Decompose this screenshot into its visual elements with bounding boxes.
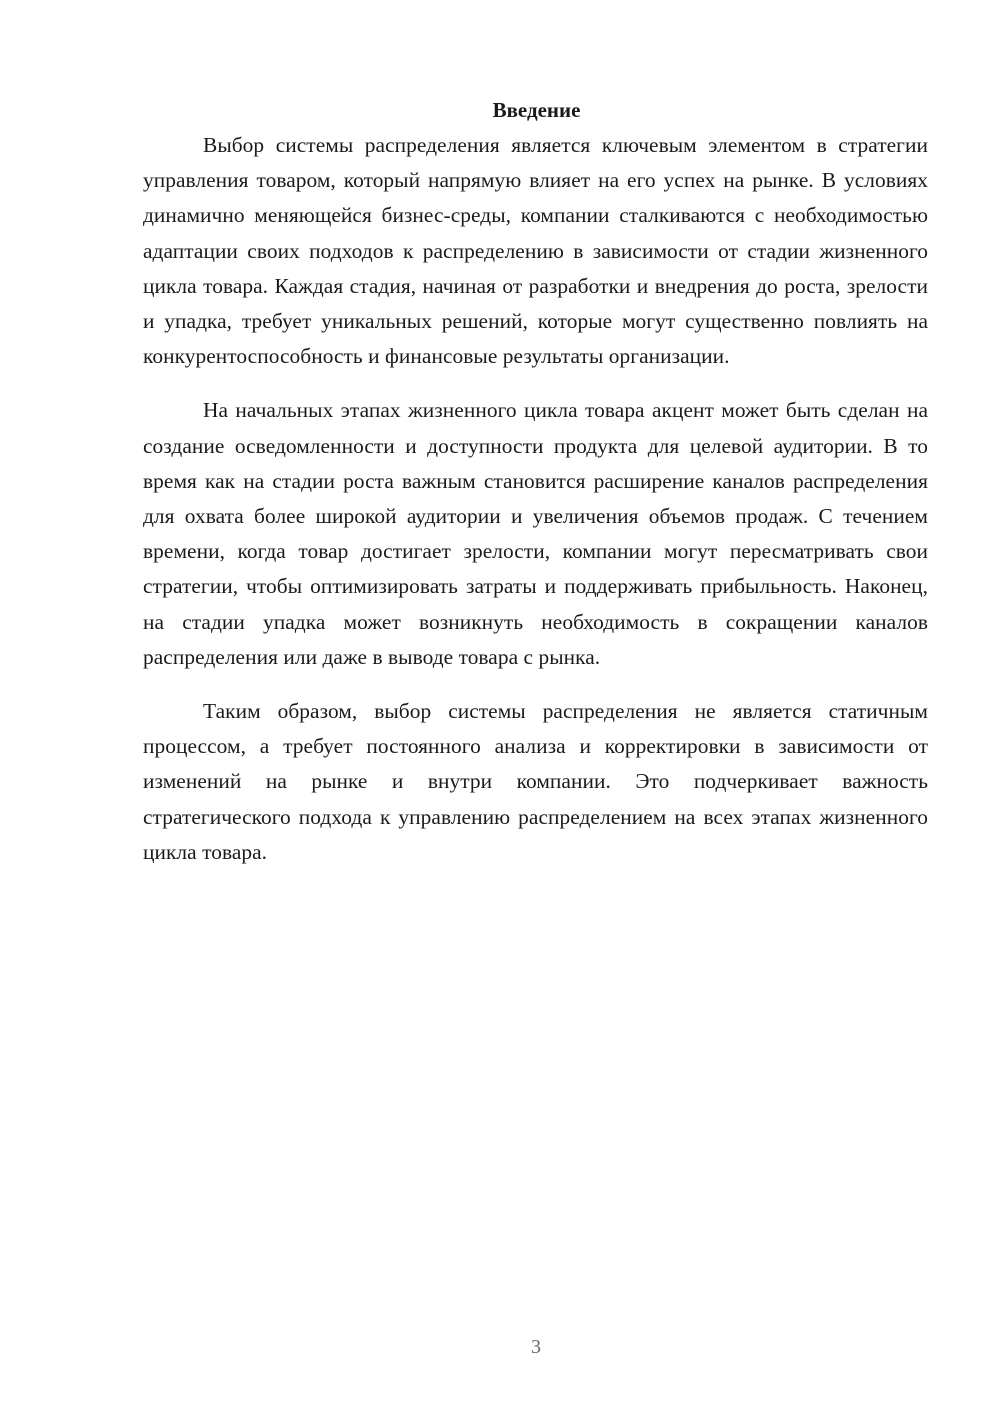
paragraph-3: Таким образом, выбор системы распределения не является статичным процессом, а требует постоянного анализа и корректировки в зависимости от изменений на рынке и внутри компании. Это подчеркивает важность стратегического подхода к управлению распределением на всех этапах жизненного цикла товара. [143, 699, 928, 864]
section-title: Введение [492, 98, 581, 122]
page-content [143, 94, 928, 889]
paragraph-1: Выбор системы распределения является ключевым элементом в стратегии управления товаром, который напрямую влияет на его успех на рынке. В условиях динамично меняющейся бизнес-среды, компании сталкиваются с необходимостью адаптации своих подходов к распределению в зависимости от стадии жизненного цикла товара. Каждая стадия, начиная от разработки и внедрения до роста, зрелости и упадка, требует уникальных решений, которые могут существенно повлиять на конкурентоспособность и финансовые результаты организации. [143, 133, 928, 369]
page-number: 3 [531, 1336, 541, 1358]
paragraph-2: На начальных этапах жизненного цикла товара акцент может быть сделан на создание осведомленности и доступности продукта для целевой аудитории. В то время как на стадии роста важным становится расширение каналов распределения для охвата более широкой аудитории и увеличения объемов продаж. С течением времени, когда товар достигает зрелости, компании могут пересматривать свои стратегии, чтобы оптимизировать затраты и поддерживать прибыльность. Наконец, на стадии упадка может возникнуть необходимость в сокращении каналов распределения или даже в выводе товара с рынка. [143, 398, 928, 669]
